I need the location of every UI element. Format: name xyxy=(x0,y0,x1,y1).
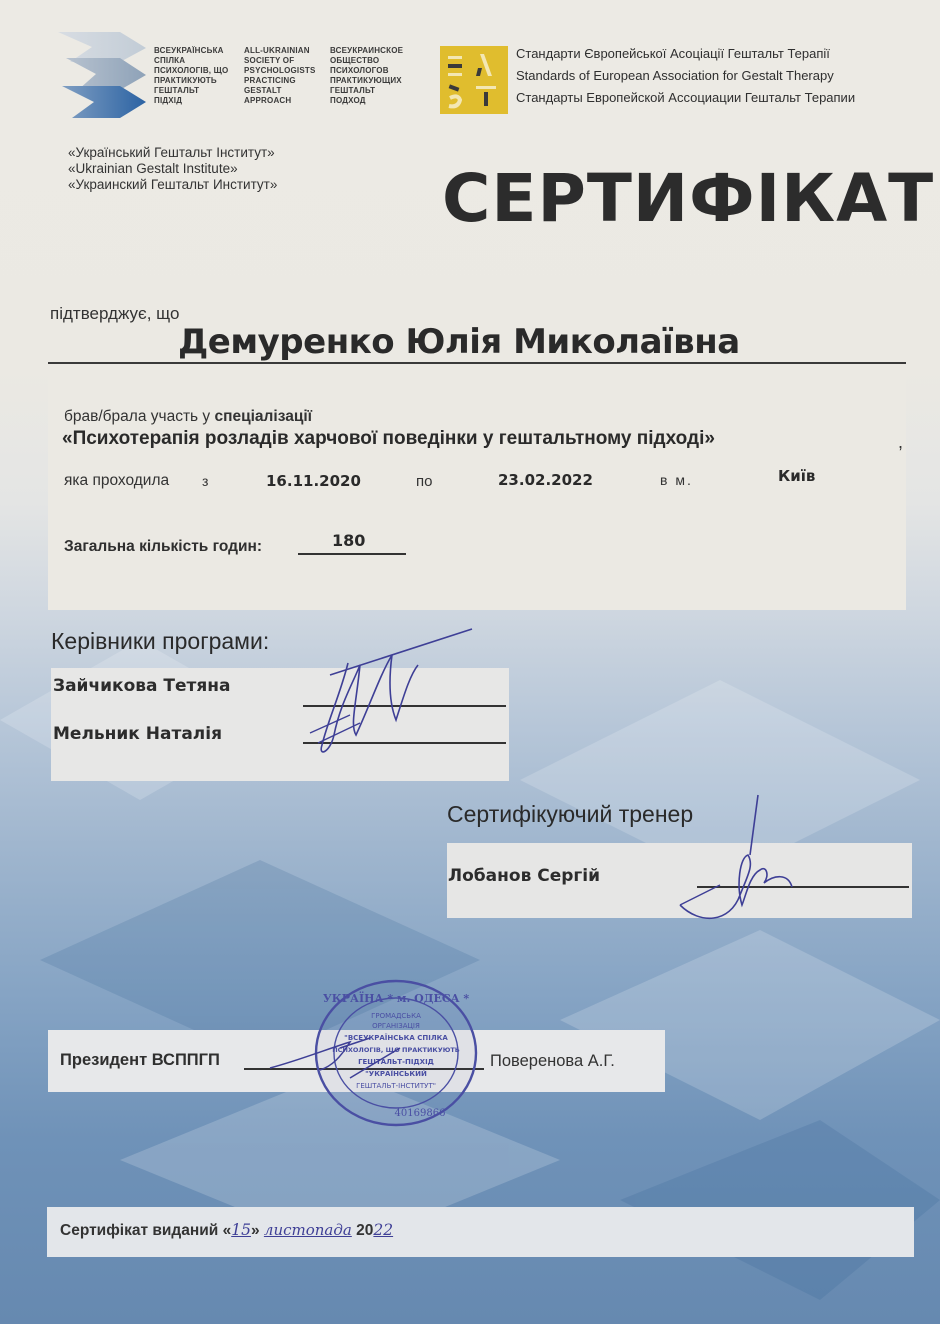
east-line-ua: Стандарти Європейської Асоціації Гештальт Терапії xyxy=(516,46,830,61)
date-from: 16.11.2020 xyxy=(266,472,361,490)
org-name-line: ВСЕУКРАЇНСЬКА xyxy=(154,46,224,55)
recipient-name: Демуренко Юлія Миколаївна xyxy=(178,322,740,362)
org-name-line: ГЕШТАЛЬТ xyxy=(330,86,376,95)
leader-name-1: Зайчикова Тетяна xyxy=(53,676,231,696)
east-line-ru: Стандарты Европейской Ассоциации Гештальт Терапии xyxy=(516,90,856,105)
trainer-signature-icon xyxy=(670,795,820,930)
org-name-line: ГЕШТАЛЬТ xyxy=(154,86,200,95)
program-leaders-heading: Керівники програми: xyxy=(51,628,270,654)
issued-year-suffix: 22 xyxy=(373,1221,394,1239)
hours-underline xyxy=(298,553,406,555)
issued-day: 15 xyxy=(231,1221,251,1239)
svg-text:ГЕШТАЛЬТ-ІНСТИТУТ": ГЕШТАЛЬТ-ІНСТИТУТ" xyxy=(356,1082,436,1090)
participated-prefix: брав/брала участь у xyxy=(64,408,215,425)
hours-value: 180 xyxy=(332,531,366,550)
confirms-label: підтверджує, що xyxy=(50,304,180,323)
specialization-title: «Психотерапія розладів харчової поведінки у гештальтному підході» xyxy=(62,428,715,449)
city-label: в м. xyxy=(660,472,693,488)
certifying-trainer-heading: Сертифікуючий тренер xyxy=(447,801,694,827)
org-name-line: APPROACH xyxy=(244,96,292,105)
institute-name-ua: «Український Гештальт Інститут» xyxy=(68,145,275,160)
issued-line xyxy=(60,1221,393,1240)
certificate-title: СЕРТИФІКАТ xyxy=(442,160,935,237)
date-to: 23.02.2022 xyxy=(498,471,593,489)
org-name-line: ПОДХОД xyxy=(330,96,366,105)
svg-text:40169866: 40169866 xyxy=(394,1108,446,1119)
org-name-line: ВСЕУКРАИНСКОЕ xyxy=(330,46,404,55)
svg-text:ГРОМАДСЬКА: ГРОМАДСЬКА xyxy=(371,1012,421,1020)
org-name-line: PSYCHOLOGISTS xyxy=(244,66,316,75)
org-name-line: ПРАКТИКУЮЩИХ xyxy=(330,76,402,85)
east-logo-icon xyxy=(440,46,508,114)
issued-year-prefix: 20 xyxy=(356,1222,374,1239)
city: Київ xyxy=(778,467,816,485)
org-name-line: ПСИХОЛОГОВ xyxy=(330,66,389,75)
org-name-line: ALL-UKRAINIAN xyxy=(244,46,310,55)
east-standards-text xyxy=(516,43,855,109)
svg-text:ОРГАНІЗАЦІЯ: ОРГАНІЗАЦІЯ xyxy=(372,1022,420,1030)
participated-bold: спеціалізації xyxy=(214,408,313,425)
east-line-en: Standards of European Association for Gestalt Therapy xyxy=(516,68,834,83)
org-name-ukrainian xyxy=(154,46,228,106)
president-label: Президент ВСППГП xyxy=(60,1051,220,1069)
org-name-line: ОБЩЕСТВО xyxy=(330,56,380,65)
issued-close-quote: » xyxy=(250,1222,260,1239)
org-name-line: ПРАКТИКУЮТЬ xyxy=(154,76,217,85)
hours-label: Загальна кількість годин: xyxy=(64,538,263,555)
svg-text:"УКРАЇНСЬКИЙ: "УКРАЇНСЬКИЙ xyxy=(365,1070,427,1078)
institute-names xyxy=(68,145,277,193)
issued-label: Сертифікат виданий xyxy=(60,1222,219,1239)
org-name-line: СПІЛКА xyxy=(154,56,186,65)
svg-text:ГЕШТАЛЬТ-ПІДХІД: ГЕШТАЛЬТ-ПІДХІД xyxy=(358,1058,434,1066)
trainer-name: Лобанов Сергій xyxy=(448,866,601,886)
leader-name-2: Мельник Наталія xyxy=(53,724,222,744)
to-label: по xyxy=(416,473,433,490)
org-name-russian xyxy=(330,46,403,106)
org-name-line: PRACTICING xyxy=(244,76,296,85)
org-name-line: ПІДХІД xyxy=(154,96,183,105)
org-name-line: ПСИХОЛОГІВ, ЩО xyxy=(154,66,229,75)
org-name-english xyxy=(244,46,316,106)
org-name-line: GESTALT xyxy=(244,86,282,95)
official-stamp-icon xyxy=(310,978,486,1128)
issued-month: листопада xyxy=(263,1221,352,1239)
stamp-outer-text: УКРАЇНА * м. ОДЕСА * xyxy=(322,992,470,1005)
details-panel xyxy=(48,364,906,610)
participated-line xyxy=(64,408,312,426)
stacked-chevrons-logo-icon xyxy=(58,30,148,120)
institute-name-en: «Ukrainian Gestalt Institute» xyxy=(68,161,238,176)
svg-text:"ВСЕУКРАЇНСЬКА СПІЛКА: "ВСЕУКРАЇНСЬКА СПІЛКА xyxy=(344,1034,448,1042)
issued-open-quote: « xyxy=(222,1222,232,1239)
institute-name-ru: «Украинский Гештальт Институт» xyxy=(68,177,278,192)
specialization-suffix: , xyxy=(898,432,904,452)
president-name: Поверенова А.Г. xyxy=(490,1052,615,1070)
from-label: з xyxy=(202,473,209,489)
leaders-signature-icon xyxy=(300,625,480,765)
period-label: яка проходила xyxy=(64,472,170,489)
svg-text:ПСИХОЛОГІВ, ЩО ПРАКТИКУЮТЬ: ПСИХОЛОГІВ, ЩО ПРАКТИКУЮТЬ xyxy=(332,1046,460,1054)
org-name-line: SOCIETY OF xyxy=(244,56,295,65)
